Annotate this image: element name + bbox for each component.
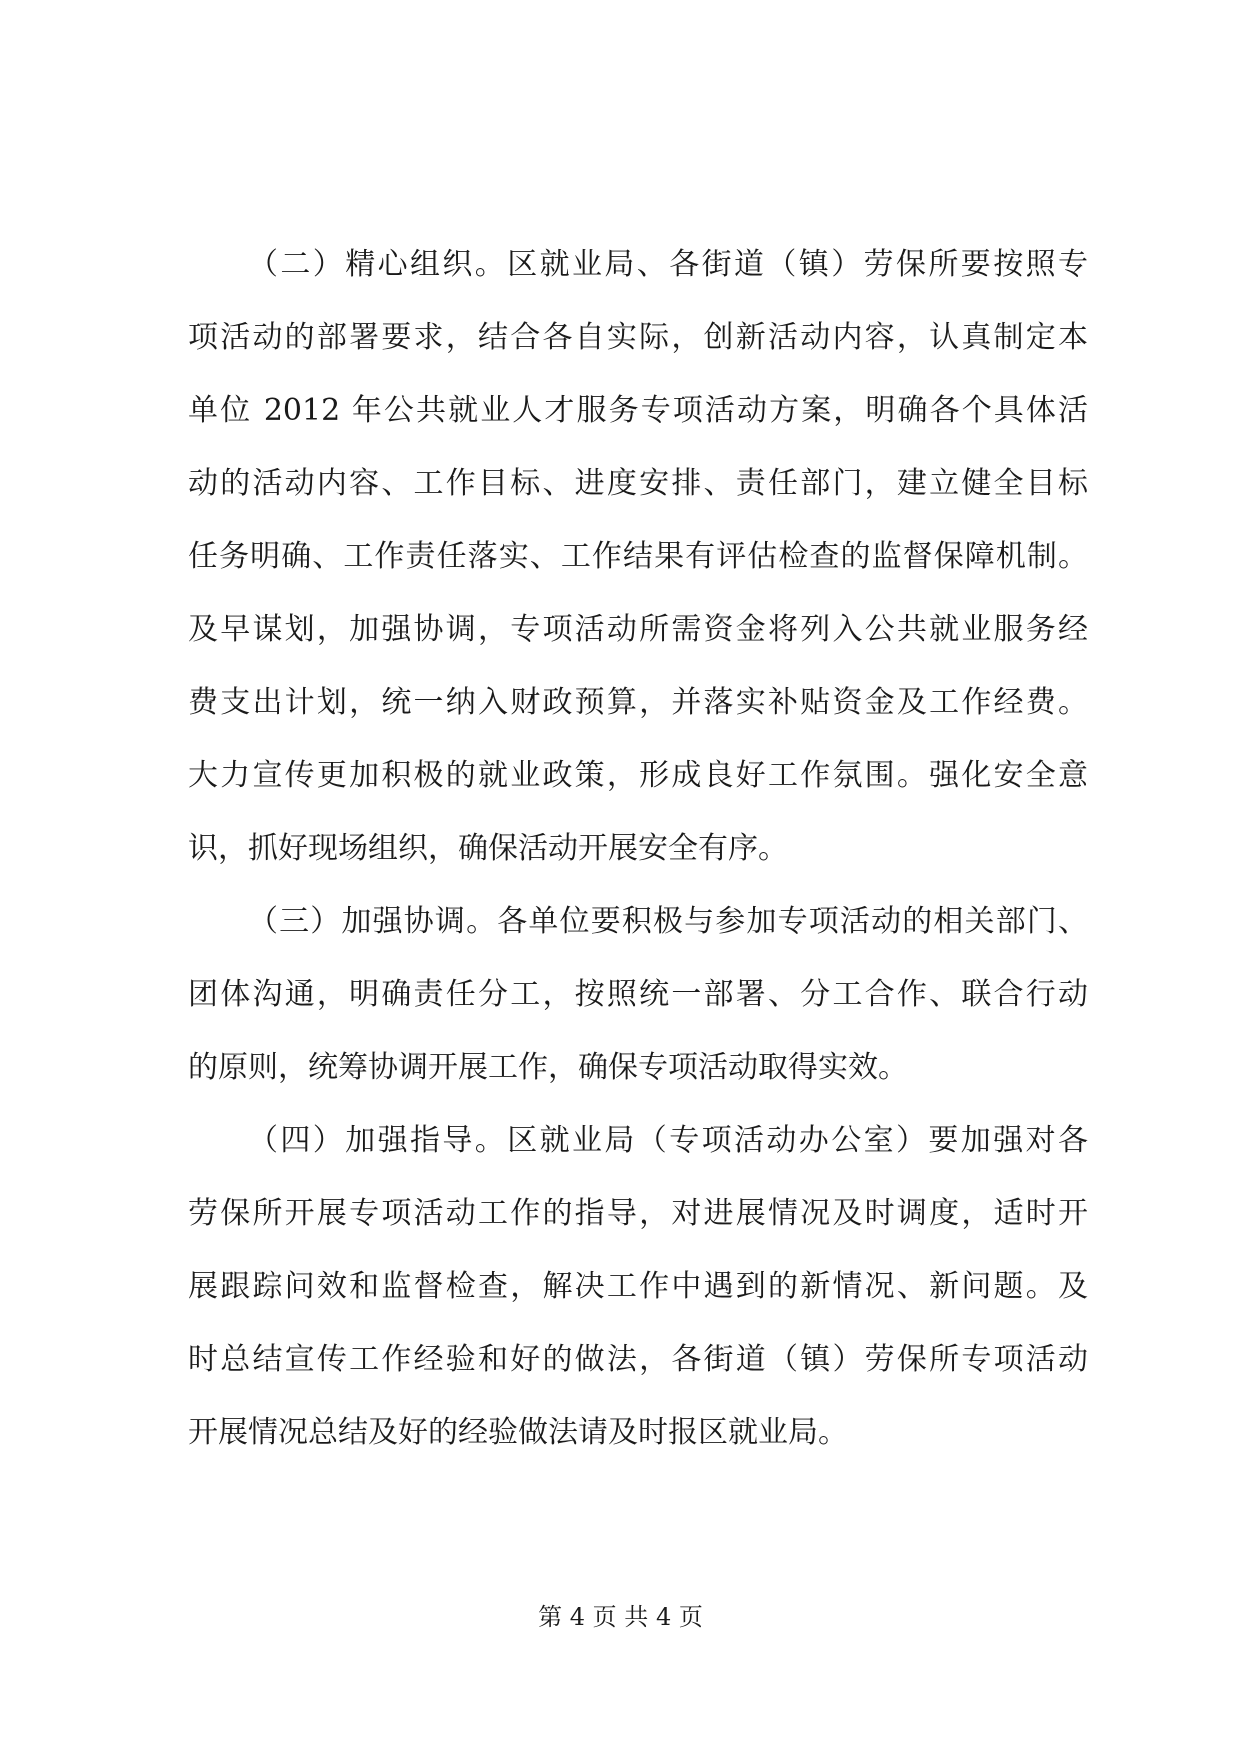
text-line: 开展情况总结及好的经验做法请及时报区就业局。: [188, 1415, 848, 1450]
paragraph-guidance: [188, 1104, 1088, 1469]
text-line: 时总结宣传工作经验和好的做法，各街道（镇）劳保所专项活动: [188, 1342, 1088, 1377]
text-line: （二）精心组织。区就业局、各街道（镇）劳保所要按照专: [248, 247, 1088, 282]
paragraph-organization: [188, 228, 1088, 885]
text-line: 识，抓好现场组织，确保活动开展安全有序。: [188, 831, 788, 866]
text-line: 费支出计划，统一纳入财政预算，并落实补贴资金及工作经费。: [188, 685, 1088, 720]
text-line: 大力宣传更加积极的就业政策，形成良好工作氛围。强化安全意: [188, 758, 1088, 793]
text-line: 单位 2012 年公共就业人才服务专项活动方案，明确各个具体活: [188, 393, 1088, 428]
text-line: （三）加强协调。各单位要积极与参加专项活动的相关部门、: [248, 904, 1088, 939]
text-line: 动的活动内容、工作目标、进度安排、责任部门，建立健全目标: [188, 466, 1088, 501]
text-line: 及早谋划，加强协调，专项活动所需资金将列入公共就业服务经: [188, 612, 1088, 647]
text-line: 团体沟通，明确责任分工，按照统一部署、分工合作、联合行动: [188, 977, 1088, 1012]
text-line: （四）加强指导。区就业局（专项活动办公室）要加强对各: [248, 1123, 1088, 1158]
text-line: 任务明确、工作责任落实、工作结果有评估检查的监督保障机制。: [188, 539, 1088, 574]
text-line: 展跟踪问效和监督检查，解决工作中遇到的新情况、新问题。及: [188, 1269, 1088, 1304]
body-text: [188, 228, 1088, 1469]
text-line: 的原则，统筹协调开展工作，确保专项活动取得实效。: [188, 1050, 908, 1085]
text-line: 项活动的部署要求，结合各自实际，创新活动内容，认真制定本: [188, 320, 1088, 355]
text-line: 劳保所开展专项活动工作的指导，对进展情况及时调度，适时开: [188, 1196, 1088, 1231]
paragraph-coordination: [188, 885, 1088, 1104]
page-number-footer: 第 4 页 共 4 页: [538, 1603, 703, 1631]
